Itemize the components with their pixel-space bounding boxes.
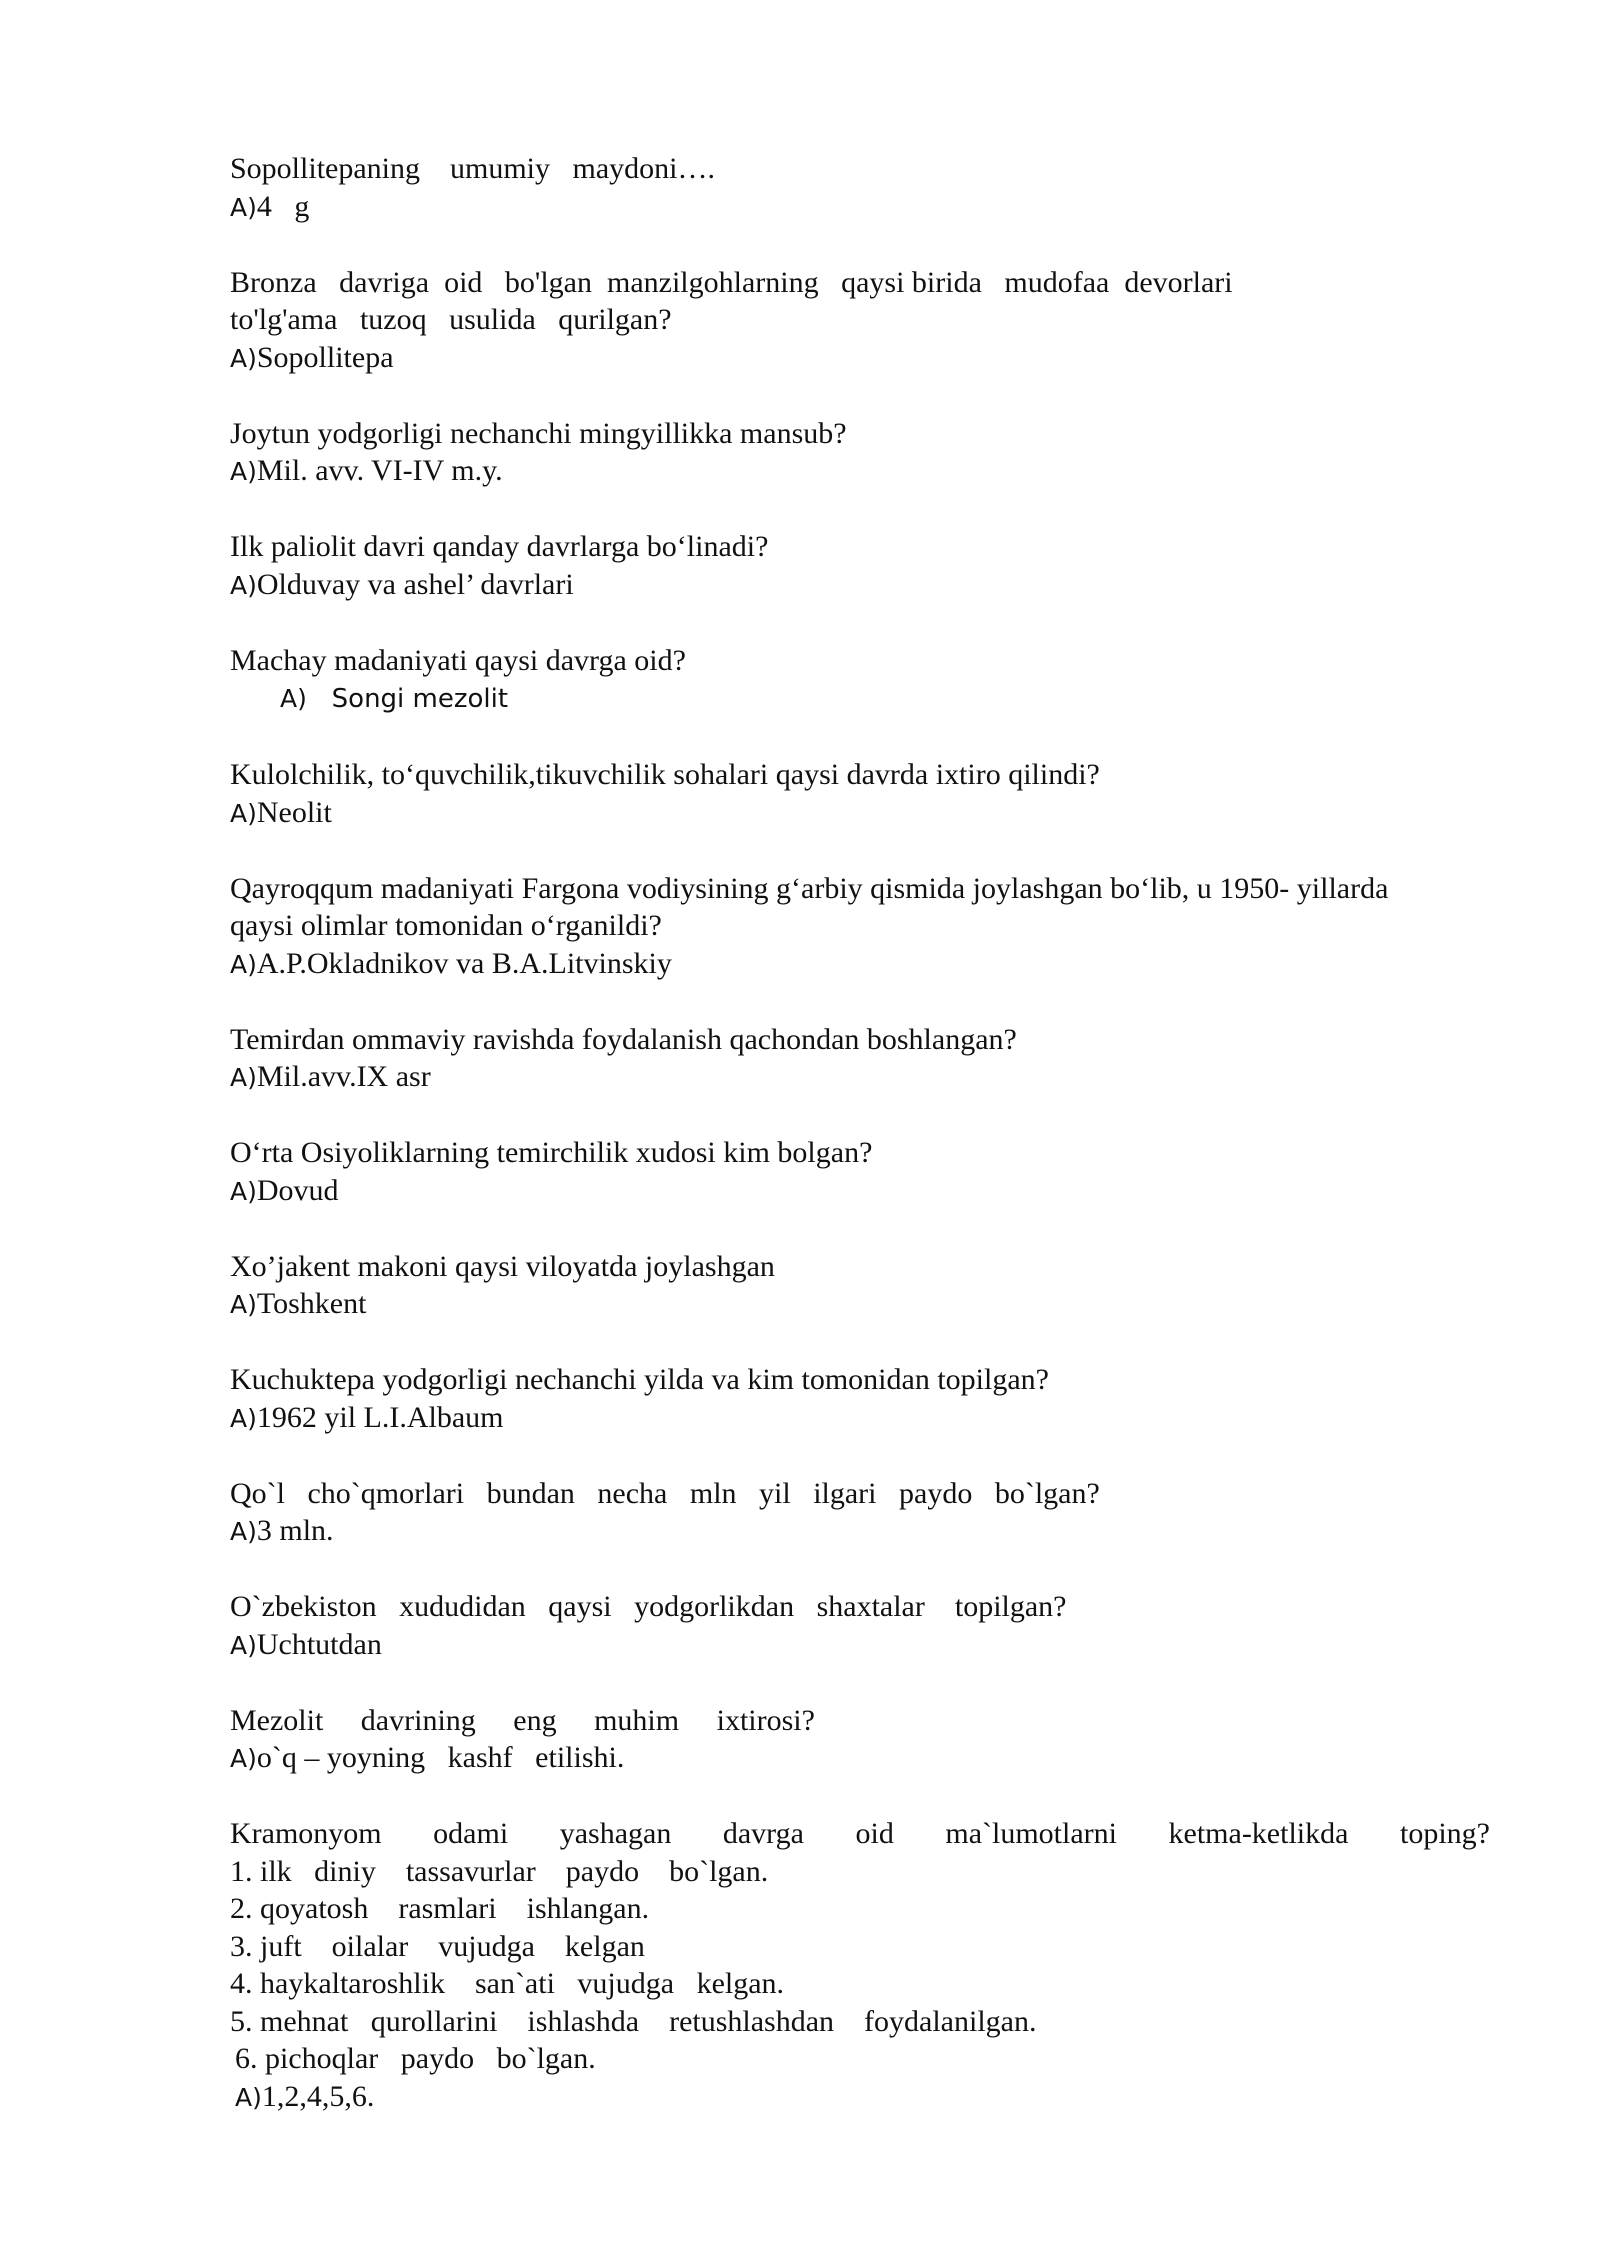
question-block bbox=[230, 1702, 1510, 1778]
question-text: O‘rta Osiyoliklarning temirchilik xudosi kim bolgan? bbox=[230, 1136, 873, 1169]
list-item: 1. ilk diniy tassavurlar paydo bo`lgan. bbox=[230, 1854, 769, 1888]
question-block bbox=[230, 1134, 1510, 1210]
question-text: qaysi olimlar tomonidan o‘rganildi? bbox=[230, 909, 662, 942]
question-text: Joytun yodgorligi nechanchi mingyillikka mansub? bbox=[230, 416, 847, 450]
question-word: Kramonyom bbox=[230, 1817, 382, 1850]
answer-prefix: A) bbox=[235, 2082, 262, 2112]
answer-text: 1962 yil L.I.Albaum bbox=[256, 1400, 504, 1434]
answer-line bbox=[230, 2078, 1510, 2117]
question-block bbox=[230, 1361, 1510, 1437]
question-block bbox=[230, 642, 1510, 719]
question-block bbox=[230, 1588, 1510, 1664]
question-block bbox=[230, 756, 1510, 832]
answer-line bbox=[230, 945, 1510, 984]
answer-prefix: A) bbox=[230, 1063, 257, 1092]
question-text: to'lg'ama tuzoq usulida qurilgan? bbox=[230, 303, 672, 336]
answer-text: Toshkent bbox=[256, 1287, 367, 1320]
question-text: Kuchuktepa yodgorligi nechanchi yilda va kim tomonidan topilgan? bbox=[230, 1363, 1049, 1396]
question-block bbox=[230, 1815, 1510, 2116]
answer-line bbox=[230, 1172, 1510, 1211]
list-item: 2. qoyatosh rasmlari ishlangan. bbox=[230, 1892, 650, 1925]
document-page bbox=[230, 150, 1510, 2154]
answer-text: 3 mln. bbox=[256, 1514, 334, 1547]
question-word: yashagan bbox=[559, 1817, 672, 1850]
answer-line bbox=[230, 794, 1510, 833]
question-text: Mezolit davrining eng muhim ixtirosi? bbox=[230, 1703, 815, 1737]
answer-prefix: A) bbox=[230, 798, 257, 828]
answer-line bbox=[230, 188, 1510, 227]
answer-prefix: A) bbox=[230, 570, 257, 600]
answer-line bbox=[230, 1626, 1510, 1665]
question-text: Qo`l cho`qmorlari bundan necha mln yil ilgari paydo bo`lgan? bbox=[230, 1476, 1100, 1510]
question-text: Xo’jakent makoni qaysi viloyatda joylashgan bbox=[230, 1249, 775, 1283]
question-word: odami bbox=[433, 1817, 509, 1850]
answer-text: Olduvay va ashel’ davrlari bbox=[256, 567, 574, 601]
list-item: 4. haykaltaroshlik san`ati vujudga kelgan. bbox=[230, 1967, 785, 2000]
answer-line bbox=[230, 339, 1510, 378]
question-text: Machay madaniyati qaysi davrga oid? bbox=[230, 643, 686, 677]
answer-prefix: A) bbox=[230, 457, 257, 486]
answer-text: Songi mezolit bbox=[331, 684, 509, 714]
answer-text: Mil. avv. VI-IV m.y. bbox=[256, 454, 503, 487]
question-text: Sopollitepaning umumiy maydoni…. bbox=[230, 152, 715, 185]
answer-prefix: A) bbox=[230, 1517, 257, 1546]
answer-prefix: A) bbox=[230, 949, 257, 979]
question-block bbox=[230, 528, 1510, 604]
answer-line bbox=[230, 1058, 1510, 1097]
answer-prefix: A) bbox=[230, 1176, 257, 1206]
answer-prefix: A) bbox=[230, 1630, 257, 1660]
question-block bbox=[230, 1248, 1510, 1324]
answer-text: o`q – yoyning kashf etilishi. bbox=[256, 1741, 625, 1774]
question-block bbox=[230, 870, 1510, 984]
question-word: davrga bbox=[722, 1817, 804, 1850]
question-block bbox=[230, 264, 1510, 378]
answer-line bbox=[230, 452, 1510, 491]
answer-prefix: A) bbox=[230, 1403, 257, 1433]
answer-line bbox=[230, 1512, 1510, 1551]
answer-text: Mil.avv.IX asr bbox=[256, 1060, 431, 1093]
answer-text: Neolit bbox=[256, 795, 332, 829]
answer-prefix: A) bbox=[230, 1744, 257, 1773]
question-text: Kulolchilik, to‘quvchilik,tikuvchilik sohalari qaysi davrda ixtiro qilindi? bbox=[230, 758, 1100, 791]
question-word: toping? bbox=[1399, 1817, 1490, 1850]
question-word: ketma-ketlikda bbox=[1168, 1817, 1349, 1850]
question-block bbox=[230, 415, 1510, 491]
answer-line bbox=[230, 1399, 1510, 1438]
answer-line bbox=[230, 1739, 1510, 1778]
answer-text: Uchtutdan bbox=[256, 1627, 382, 1661]
answer-text: 1,2,4,5,6. bbox=[261, 2079, 375, 2113]
answer-text: Sopollitepa bbox=[256, 340, 394, 374]
answer-prefix: A) bbox=[280, 684, 307, 713]
question-block bbox=[230, 1475, 1510, 1551]
answer-text: A.P.Okladnikov va B.A.Litvinskiy bbox=[256, 946, 672, 980]
question-text: Qayroqqum madaniyati Fargona vodiysining g‘arbiy qismida joylashgan bo‘lib, u 1950- yillarda bbox=[230, 871, 1389, 905]
answer-prefix: A) bbox=[230, 343, 257, 373]
answer-line bbox=[230, 679, 1510, 719]
question-block bbox=[230, 150, 1510, 226]
question-text bbox=[230, 1815, 1490, 1853]
list-item: 5. mehnat qurollarini ishlashda retushlashdan foydalanilgan. bbox=[230, 2004, 1037, 2038]
question-text: Temirdan ommaviy ravishda foydalanish qachondan boshlangan? bbox=[230, 1022, 1017, 1056]
answer-prefix: A) bbox=[230, 1290, 257, 1319]
list-item: 3. juft oilalar vujudga kelgan bbox=[230, 1929, 645, 1963]
list-item: 6. pichoqlar paydo bo`lgan. bbox=[235, 2042, 596, 2075]
answer-text: 4 g bbox=[256, 189, 310, 223]
answer-text: Dovud bbox=[256, 1173, 339, 1207]
question-word: oid bbox=[855, 1817, 894, 1850]
question-text: Bronza davriga oid bo'lgan manzilgohlarning qaysi birida mudofaa devorlari bbox=[230, 265, 1233, 299]
answer-prefix: A) bbox=[230, 192, 257, 222]
answer-line bbox=[230, 1285, 1510, 1324]
question-text: O`zbekiston xududidan qaysi yodgorlikdan shaxtalar topilgan? bbox=[230, 1590, 1067, 1623]
answer-line bbox=[230, 566, 1510, 605]
question-block bbox=[230, 1021, 1510, 1097]
question-text: Ilk paliolit davri qanday davrlarga bo‘linadi? bbox=[230, 530, 769, 563]
question-word: ma`lumotlarni bbox=[945, 1817, 1117, 1850]
